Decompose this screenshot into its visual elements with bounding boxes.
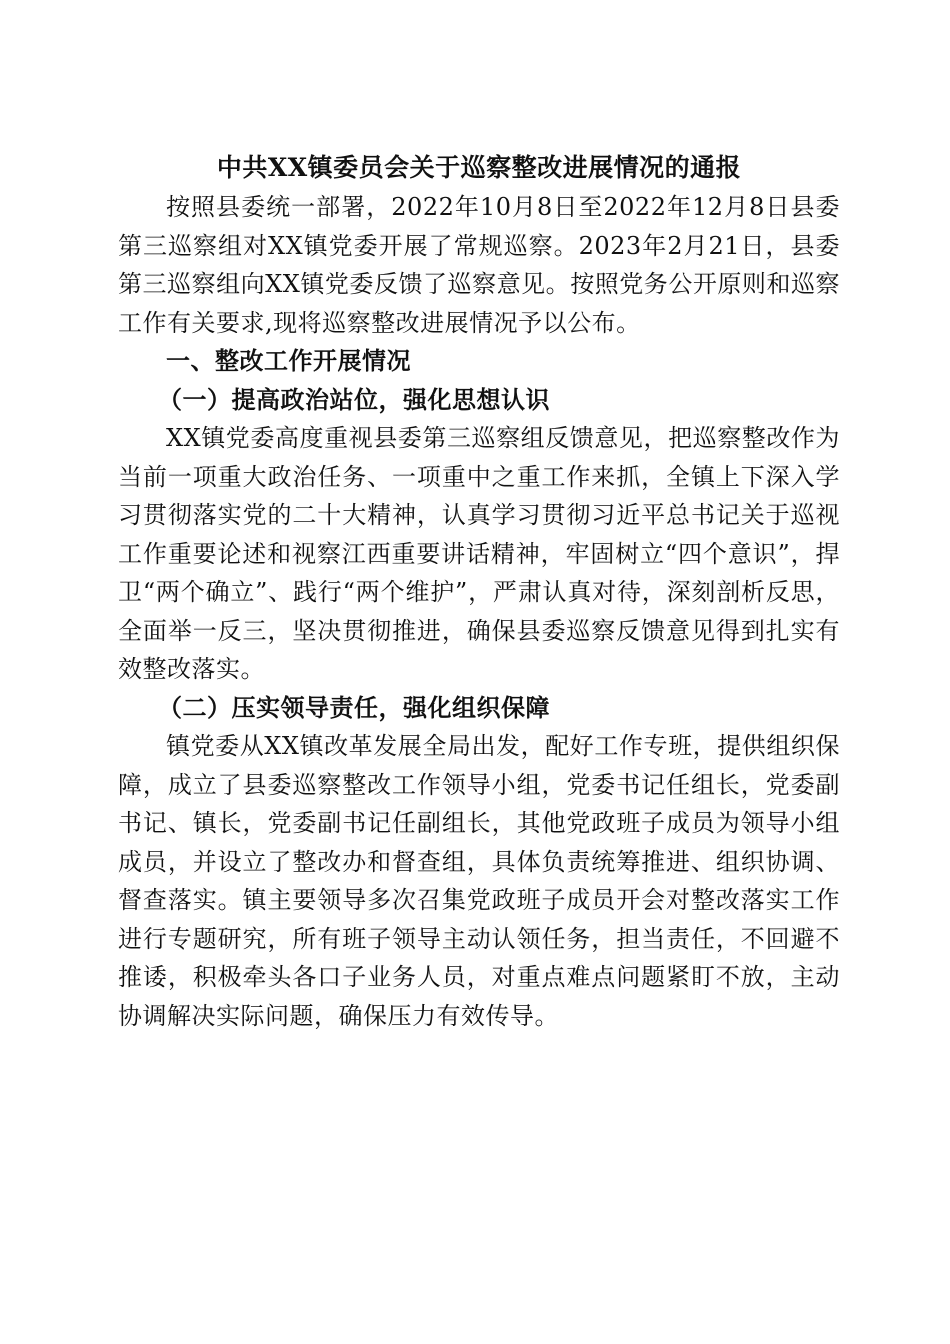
document-page <box>118 148 840 1035</box>
intro-paragraph: 按照县委统一部署，2022年10月8日至2022年12月8日县委第三巡察组对XX镇党委开展了常规巡察。2023年2月21日，县委第三巡察组向XX镇党委反馈了巡察意见。按照党务公开原则和巡察工作有关要求,现将巡察整改进展情况予以公布。 <box>118 193 840 337</box>
subsection-heading-2: （二）压实领导责任，强化组织保障 <box>158 692 550 722</box>
subsection-body-1: XX镇党委高度重视县委第三巡察组反馈意见，把巡察整改作为当前一项重大政治任务、一项重中之重工作来抓，全镇上下深入学习贯彻落实党的二十大精神，认真学习贯彻习近平总书记关于巡视工作重要论述和视察江西重要讲话精神，牢固树立“四个意识”，捍卫“两个确立”、践行“两个维护”，严肃认真对待，深刻剖析反思，全面举一反三，坚决贯彻推进，确保县委巡察反馈意见得到扎实有效整改落实。 <box>118 424 840 683</box>
subsection-body-2: 镇党委从XX镇改革发展全局出发，配好工作专班，提供组织保障，成立了县委巡察整改工作领导小组，党委书记任组长，党委副书记、镇长，党委副书记任副组长，其他党政班子成员为领导小组成员，并设立了整改办和督查组，具体负责统筹推进、组织协调、督查落实。镇主要领导多次召集党政班子成员开会对整改落实工作进行专题研究，所有班子领导主动认领任务，担当责任，不回避不推诿，积极牵头各口子业务人员，对重点难点问题紧盯不放，主动协调解决实际问题，确保压力有效传导。 <box>118 732 840 1030</box>
document-title: 中共XX镇委员会关于巡察整改进展情况的通报 <box>216 153 742 182</box>
section-heading-1: 一、整改工作开展情况 <box>166 346 411 375</box>
subsection-heading-1: （一）提高政治站位，强化思想认识 <box>158 384 550 414</box>
